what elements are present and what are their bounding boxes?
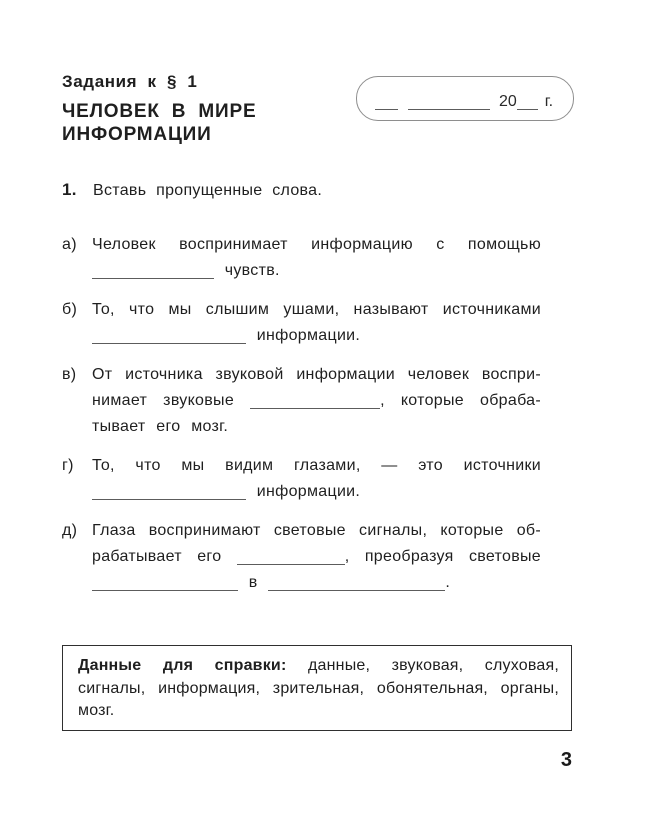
- list-item-v: [62, 362, 572, 440]
- fill-in-blank-d3[interactable]: [268, 579, 445, 591]
- date-year-prefix: 20: [499, 93, 517, 110]
- item-g-line2: информации.: [256, 483, 361, 500]
- item-letter: а): [62, 236, 77, 253]
- item-v-line1: От источника звуковой информации человек воспри-: [92, 366, 541, 383]
- list-item-g: [62, 453, 572, 505]
- item-a-line1: Человек воспринимает информацию с помощью: [92, 236, 541, 253]
- reference-line2: сигналы, информация, зрительная, обонятельная, органы,: [78, 679, 559, 697]
- reference-label: Данные для справки:: [78, 657, 287, 674]
- fill-in-blank-a[interactable]: [92, 267, 214, 279]
- item-letter: в): [62, 366, 77, 383]
- item-text: [92, 453, 541, 505]
- page-content: [62, 0, 572, 731]
- fill-in-blank-v[interactable]: [250, 397, 380, 409]
- task-items: [62, 232, 572, 596]
- fill-in-blank-d1[interactable]: [237, 553, 345, 565]
- item-d-line3-mid: в: [248, 574, 258, 591]
- item-a-line2: чувств.: [224, 262, 280, 279]
- item-d-line1: Глаза воспринимают световые сигналы, которые об-: [92, 522, 541, 539]
- chapter-title: [62, 100, 572, 146]
- item-d-line2-end: , преобразуя световые: [344, 548, 541, 565]
- item-text: [92, 362, 541, 440]
- fill-in-blank-b[interactable]: [92, 332, 246, 344]
- item-b-line2: информации.: [256, 327, 361, 344]
- list-item-a: [62, 232, 572, 284]
- reference-line1: данные, звуковая, слуховая,: [307, 657, 559, 674]
- item-d-line3-end: .: [445, 574, 451, 591]
- chapter-title-line2: ИНФОРМАЦИИ: [62, 124, 212, 145]
- reference-line3: мозг.: [78, 702, 115, 719]
- chapter-title-line1: ЧЕЛОВЕК В МИРЕ: [62, 101, 257, 122]
- item-letter: г): [62, 457, 74, 474]
- item-letter: д): [62, 522, 78, 539]
- list-item-d: [62, 518, 572, 596]
- item-text: [92, 232, 541, 284]
- item-v-line2-start: нимает звуковые: [92, 392, 235, 409]
- item-letter: б): [62, 301, 78, 318]
- task-title: Вставь пропущенные слова.: [93, 182, 323, 199]
- task-heading: [62, 179, 572, 202]
- fill-in-blank-g[interactable]: [92, 488, 246, 500]
- item-g-line1: То, что мы видим глазами, — это источники: [92, 457, 541, 474]
- date-year-suffix: г.: [544, 93, 554, 110]
- item-text: [92, 297, 541, 349]
- task-number: 1.: [62, 180, 77, 199]
- reference-data-box: [62, 645, 572, 731]
- item-b-line1: То, что мы слышим ушами, называют источниками: [92, 301, 541, 318]
- item-v-line3: тывает его мозг.: [92, 418, 229, 435]
- page-number: 3: [560, 749, 572, 771]
- list-item-b: [62, 297, 572, 349]
- item-text: [92, 518, 541, 596]
- item-v-line2-end: , которые обраба-: [380, 392, 541, 409]
- section-title: Задания к § 1: [62, 72, 198, 91]
- item-d-line2-start: рабатывает его: [92, 548, 222, 565]
- fill-in-blank-d2[interactable]: [92, 579, 238, 591]
